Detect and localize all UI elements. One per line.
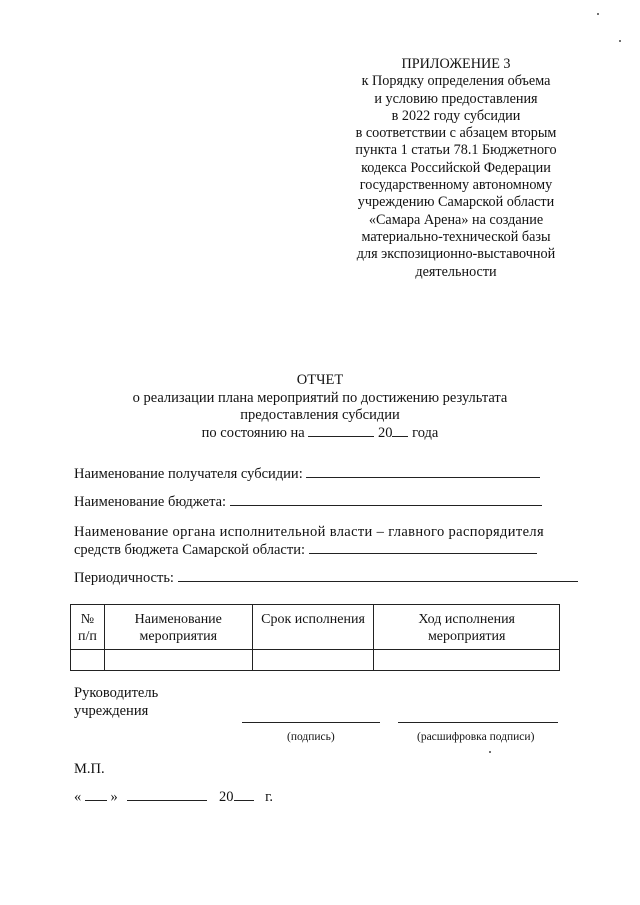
scan-dot <box>489 751 491 753</box>
date-prefix: по состоянию на <box>201 424 305 441</box>
report-heading <box>80 372 560 442</box>
appendix-line: и условию предоставления <box>374 90 538 107</box>
month-blank[interactable] <box>127 789 207 801</box>
plan-table <box>70 604 560 671</box>
head-label-line2: учреждения <box>74 703 149 719</box>
authority-input-line[interactable] <box>309 542 537 554</box>
report-date-line <box>80 425 560 443</box>
table-header-row <box>71 605 560 650</box>
table-row <box>71 650 560 671</box>
signature-caption: (подпись) <box>287 731 335 743</box>
signature-decode-caption: (расшифровка подписи) <box>417 731 535 743</box>
appendix-line: государственному автономному <box>359 177 553 194</box>
periodicity-input-line[interactable] <box>178 570 578 582</box>
recipient-label: Наименование получателя субсидии: <box>74 466 303 482</box>
appendix-line: в соответствии с абзацем вторым <box>355 125 557 142</box>
recipient-field <box>74 465 559 483</box>
signature-line[interactable] <box>242 721 380 723</box>
table-cell[interactable] <box>252 650 374 671</box>
head-label <box>74 684 158 720</box>
year-prefix: 20 <box>219 789 234 805</box>
appendix-title: ПРИЛОЖЕНИЕ 3 <box>401 56 511 72</box>
appendix-line: деятельности <box>415 263 497 280</box>
report-subtitle: предоставления субсидии <box>240 407 400 423</box>
quote-close: » <box>110 789 118 805</box>
header-progress: Ход исполнения мероприятия <box>374 605 560 650</box>
header-number: № п/п <box>71 605 105 650</box>
appendix-line: кодекса Российской Федерации <box>361 159 551 176</box>
report-title: ОТЧЕТ <box>296 372 344 388</box>
date-year: 20 <box>377 424 393 441</box>
appendix-block <box>340 56 572 281</box>
table-cell[interactable] <box>374 650 560 671</box>
appendix-line: для экспозиционно-выставочной <box>356 246 556 263</box>
appendix-line: «Самара Арена» на создание <box>368 211 544 228</box>
authority-label-line1: Наименование органа исполнительной власти – главного распорядителя <box>74 524 544 540</box>
year-suffix: г. <box>265 789 274 805</box>
stamp-place: М.П. <box>74 761 105 777</box>
appendix-line: учреждению Самарской области <box>357 194 555 211</box>
quote-open: « <box>74 789 82 805</box>
appendix-line: материально-технической базы <box>361 228 551 245</box>
scan-dot <box>619 40 621 42</box>
header-deadline: Срок исполнения <box>252 605 374 650</box>
header-event-name: Наименование мероприятия <box>104 605 252 650</box>
budget-input-line[interactable] <box>230 494 542 506</box>
scan-dot <box>597 13 599 15</box>
head-label-line1: Руководитель <box>74 685 159 701</box>
appendix-line: к Порядку определения объема <box>361 73 551 90</box>
budget-label: Наименование бюджета: <box>74 494 227 510</box>
appendix-line: пункта 1 статьи 78.1 Бюджетного <box>355 142 557 159</box>
date-suffix: года <box>412 424 439 441</box>
recipient-input-line[interactable] <box>306 466 540 478</box>
year-blank-signed[interactable] <box>234 789 254 801</box>
year-blank[interactable] <box>392 425 408 437</box>
authority-field <box>74 523 559 559</box>
day-blank[interactable] <box>85 789 107 801</box>
table-cell[interactable] <box>71 650 105 671</box>
table-cell[interactable] <box>104 650 252 671</box>
date-blank[interactable] <box>308 425 374 437</box>
report-subtitle: о реализации плана мероприятий по достижению результата <box>132 389 508 406</box>
budget-field <box>74 493 559 511</box>
signature-decode-line[interactable] <box>398 721 558 723</box>
authority-label-line2: средств бюджета Самарской области: <box>74 542 305 558</box>
appendix-line: в 2022 году субсидии <box>391 107 521 124</box>
periodicity-label: Периодичность: <box>74 570 174 586</box>
date-signed-row <box>74 788 273 806</box>
periodicity-field <box>74 569 559 587</box>
